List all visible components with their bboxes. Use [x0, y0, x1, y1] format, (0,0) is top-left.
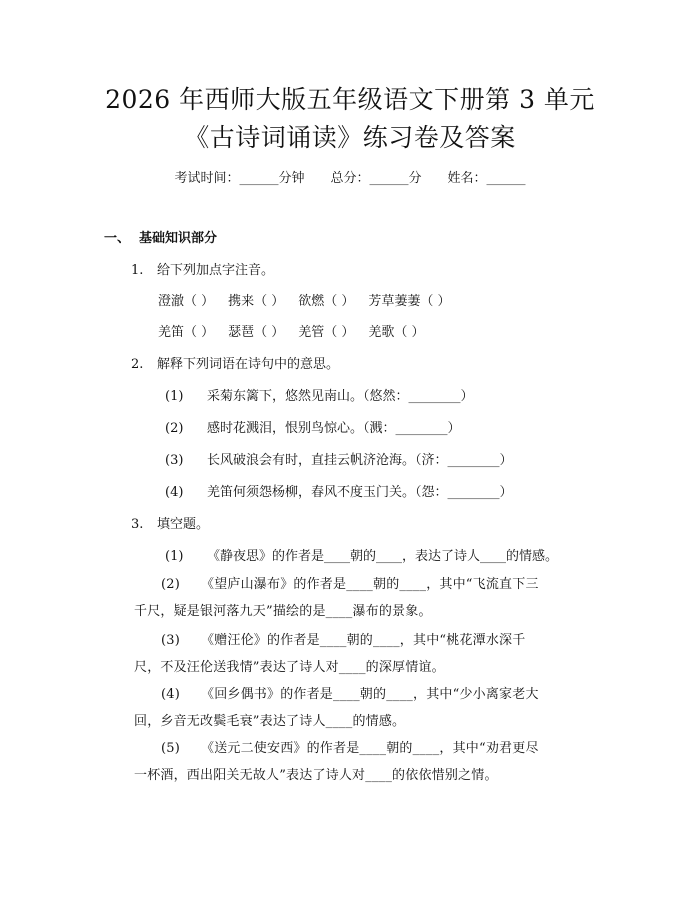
- fill-item: [134, 681, 550, 735]
- fill-item-number: (2): [161, 577, 181, 592]
- sub-item: [165, 420, 461, 438]
- title-line-1: 2026 年西师大版五年级语文下册第 3 单元: [105, 85, 595, 114]
- section-title: 基础知识部分: [139, 231, 218, 246]
- sub-item-number: (1): [165, 389, 184, 404]
- total-score-label: 总分：______分: [330, 171, 422, 186]
- pinyin-item: 羌笛（ ）: [158, 325, 215, 340]
- question-number: 3.: [131, 517, 144, 532]
- question-number: 1.: [131, 263, 144, 278]
- sub-item-number: (4): [165, 485, 184, 500]
- fill-item-number: (3): [161, 633, 181, 648]
- question-1: [131, 262, 274, 280]
- sub-item-text: 羌笛何须怨杨柳，春风不度玉门关。（怨：________）: [207, 485, 513, 500]
- pinyin-item: 羌歌（ ）: [368, 325, 425, 340]
- title-line-2: 《古诗词诵读》练习卷及答案: [184, 123, 516, 152]
- question-number: 2.: [131, 357, 144, 372]
- fill-item: [165, 548, 558, 566]
- pinyin-item: 欲燃（ ）: [298, 294, 355, 309]
- question-text: 给下列加点字注音。: [157, 263, 275, 278]
- fill-item-number: (5): [161, 741, 181, 756]
- question-text: 填空题。: [157, 517, 210, 532]
- sub-item: [165, 452, 513, 470]
- sub-item: [165, 388, 474, 406]
- fill-item-text: 《静夜思》的作者是____朝的____，表达了诗人____的情感。: [207, 549, 559, 564]
- fill-item-text: 《赠汪伦》的作者是____朝的____，其中“桃花潭水深千尺，不及汪伦送我情”表达了诗人对____的深厚情谊。: [134, 633, 526, 675]
- question-2: [131, 356, 339, 374]
- sub-item-number: (3): [165, 453, 184, 468]
- sub-item-number: (2): [165, 421, 184, 436]
- fill-item: [134, 735, 550, 789]
- sub-item-text: 感时花溅泪，恨别鸟惊心。（溅：________）: [207, 421, 461, 436]
- pinyin-item: 携来（ ）: [228, 294, 285, 309]
- fill-item-text: 《望庐山瀑布》的作者是____朝的____，其中“飞流直下三千尺，疑是银河落九天”描绘的是____瀑布的景象。: [134, 577, 539, 619]
- pinyin-item: 澄澈（ ）: [158, 294, 215, 309]
- pinyin-row-2: [158, 324, 439, 342]
- exam-time-label: 考试时间：______分钟: [174, 171, 305, 186]
- name-label: 姓名：______: [447, 171, 526, 186]
- section-heading: [104, 230, 217, 248]
- fill-item-text: 《送元二使安西》的作者是____朝的____，其中“劝君更尽一杯酒，西出阳关无故人”表达了诗人对____的依依惜别之情。: [134, 741, 539, 783]
- sub-item-text: 长风破浪会有时，直挂云帆济沧海。（济：________）: [207, 453, 513, 468]
- fill-item: [134, 571, 550, 625]
- question-3: [131, 516, 209, 534]
- sub-item-text: 采菊东篱下，悠然见南山。（悠然：________）: [207, 389, 474, 404]
- fill-item-text: 《回乡偶书》的作者是____朝的____，其中“少小离家老大回，乡音无改鬓毛衰”表达了诗人____的情感。: [134, 687, 539, 729]
- pinyin-item: 芳草萋萋（ ）: [368, 294, 451, 309]
- pinyin-item: 羌管（ ）: [298, 325, 355, 340]
- fill-item-number: (4): [161, 687, 181, 702]
- question-text: 解释下列词语在诗句中的意思。: [157, 357, 340, 372]
- pinyin-row-1: [158, 293, 465, 311]
- fill-item: [134, 627, 550, 681]
- exam-meta: [0, 170, 700, 188]
- sub-item: [165, 484, 513, 502]
- fill-item-number: (1): [165, 549, 184, 564]
- pinyin-item: 瑟琶（ ）: [228, 325, 285, 340]
- section-number: 一、: [104, 231, 131, 246]
